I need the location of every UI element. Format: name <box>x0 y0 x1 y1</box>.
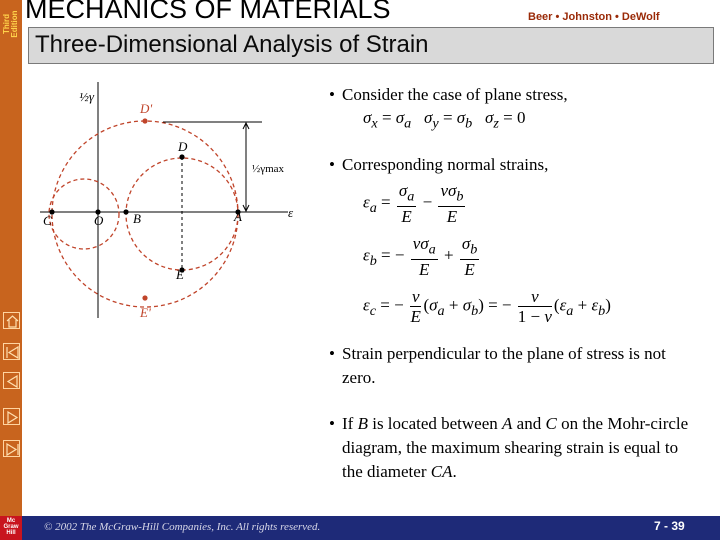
point-b <box>123 209 128 214</box>
mohr-circle-diagram <box>35 78 305 323</box>
bullet-dot: • <box>329 155 335 174</box>
label-c: C <box>43 213 52 228</box>
bullet-max-shearing <box>329 412 692 484</box>
edition-label <box>0 2 22 42</box>
max-label: ½γmax <box>252 163 285 175</box>
label-d-prime: D' <box>140 101 153 116</box>
diameter-ca-ref: CA <box>430 462 453 481</box>
x-axis-label: ε <box>288 205 294 220</box>
authors: Beer • Johnston • DeWolf <box>528 11 660 23</box>
equation-plane-stress: $\sigma_x = \sigma_a$ $\sigma_y = \sigma_b$ $\sigma_z = 0$ <box>363 108 526 132</box>
label-e-prime: E' <box>140 305 151 320</box>
bullet-max-shearing-text: . <box>452 462 457 481</box>
edition-text: Third Edition <box>2 10 19 38</box>
bullet-max-shearing-text: is located between <box>367 414 503 433</box>
slide-title: Three-Dimensional Analysis of Strain <box>35 31 429 58</box>
bullet-strain-perpendicular <box>329 342 687 390</box>
last-slide-icon[interactable] <box>3 440 20 457</box>
label-o: O <box>94 213 104 228</box>
footer <box>22 516 720 540</box>
previous-slide-icon[interactable] <box>3 372 20 389</box>
bullet-dot: • <box>329 344 335 363</box>
course-title: MECHANICS OF MATERIALS <box>25 0 391 24</box>
label-a: A <box>234 209 242 224</box>
bullet-plane-stress-text: Consider the case of plane stress, <box>342 85 568 104</box>
sidebar <box>0 0 22 540</box>
equation-epsilon-b: $\varepsilon_b$ = − $\frac{\nu\sigma_a}{E}$ + $\frac{\sigma_b}{E}$ <box>363 234 478 280</box>
label-b: B <box>133 211 141 226</box>
bullet-normal-strains <box>329 153 702 177</box>
bullet-max-shearing-text: and <box>512 414 546 433</box>
point-b-ref: B <box>357 414 368 433</box>
bullet-dot: • <box>329 85 335 104</box>
equation-epsilon-a: $\varepsilon_a$ = $\frac{\sigma_a}{E}$ − $\frac{\nu\sigma_b}{E}$ <box>363 181 464 227</box>
bullet-strain-perpendicular-text: Strain perpendicular to the plane of stress is not zero. <box>342 344 666 387</box>
y-axis-label: ½γ <box>79 89 94 104</box>
bullet-max-shearing-text: on the Mohr-circle diagram, the maximum shearing strain is equal to the diameter <box>342 414 689 481</box>
bullet-plane-stress <box>329 83 702 107</box>
publisher-logo <box>0 516 22 540</box>
label-e: E <box>176 267 184 282</box>
copyright: © 2002 The McGraw-Hill Companies, Inc. All rights reserved. <box>44 521 321 533</box>
large-circle <box>52 121 238 307</box>
equation-epsilon-c: $\varepsilon_c$ = − $\frac{\nu}{E}$ $(\sigma_a + \sigma_b)$ = − $\frac{\nu}{1 - \nu}$ $(\varepsilon_a + \varepsilon_b)$ <box>363 287 611 326</box>
next-slide-icon[interactable] <box>3 408 20 425</box>
title-box <box>28 27 714 64</box>
bullet-dot: • <box>329 414 335 433</box>
point-e-prime <box>142 295 147 300</box>
home-icon[interactable] <box>3 312 20 329</box>
first-slide-icon[interactable] <box>3 343 20 360</box>
point-c-ref: C <box>545 414 557 433</box>
bullet-max-shearing-text: If <box>342 414 358 433</box>
bullet-normal-strains-text: Corresponding normal strains, <box>342 155 549 174</box>
publisher-logo-text: Mc Graw Hill <box>3 518 19 536</box>
point-a-ref: A <box>502 414 513 433</box>
label-d: D <box>178 139 188 154</box>
point-d-prime <box>142 118 147 123</box>
left-circle <box>49 179 119 249</box>
point-d <box>179 154 184 159</box>
page-number: 7 - 39 <box>654 519 685 533</box>
